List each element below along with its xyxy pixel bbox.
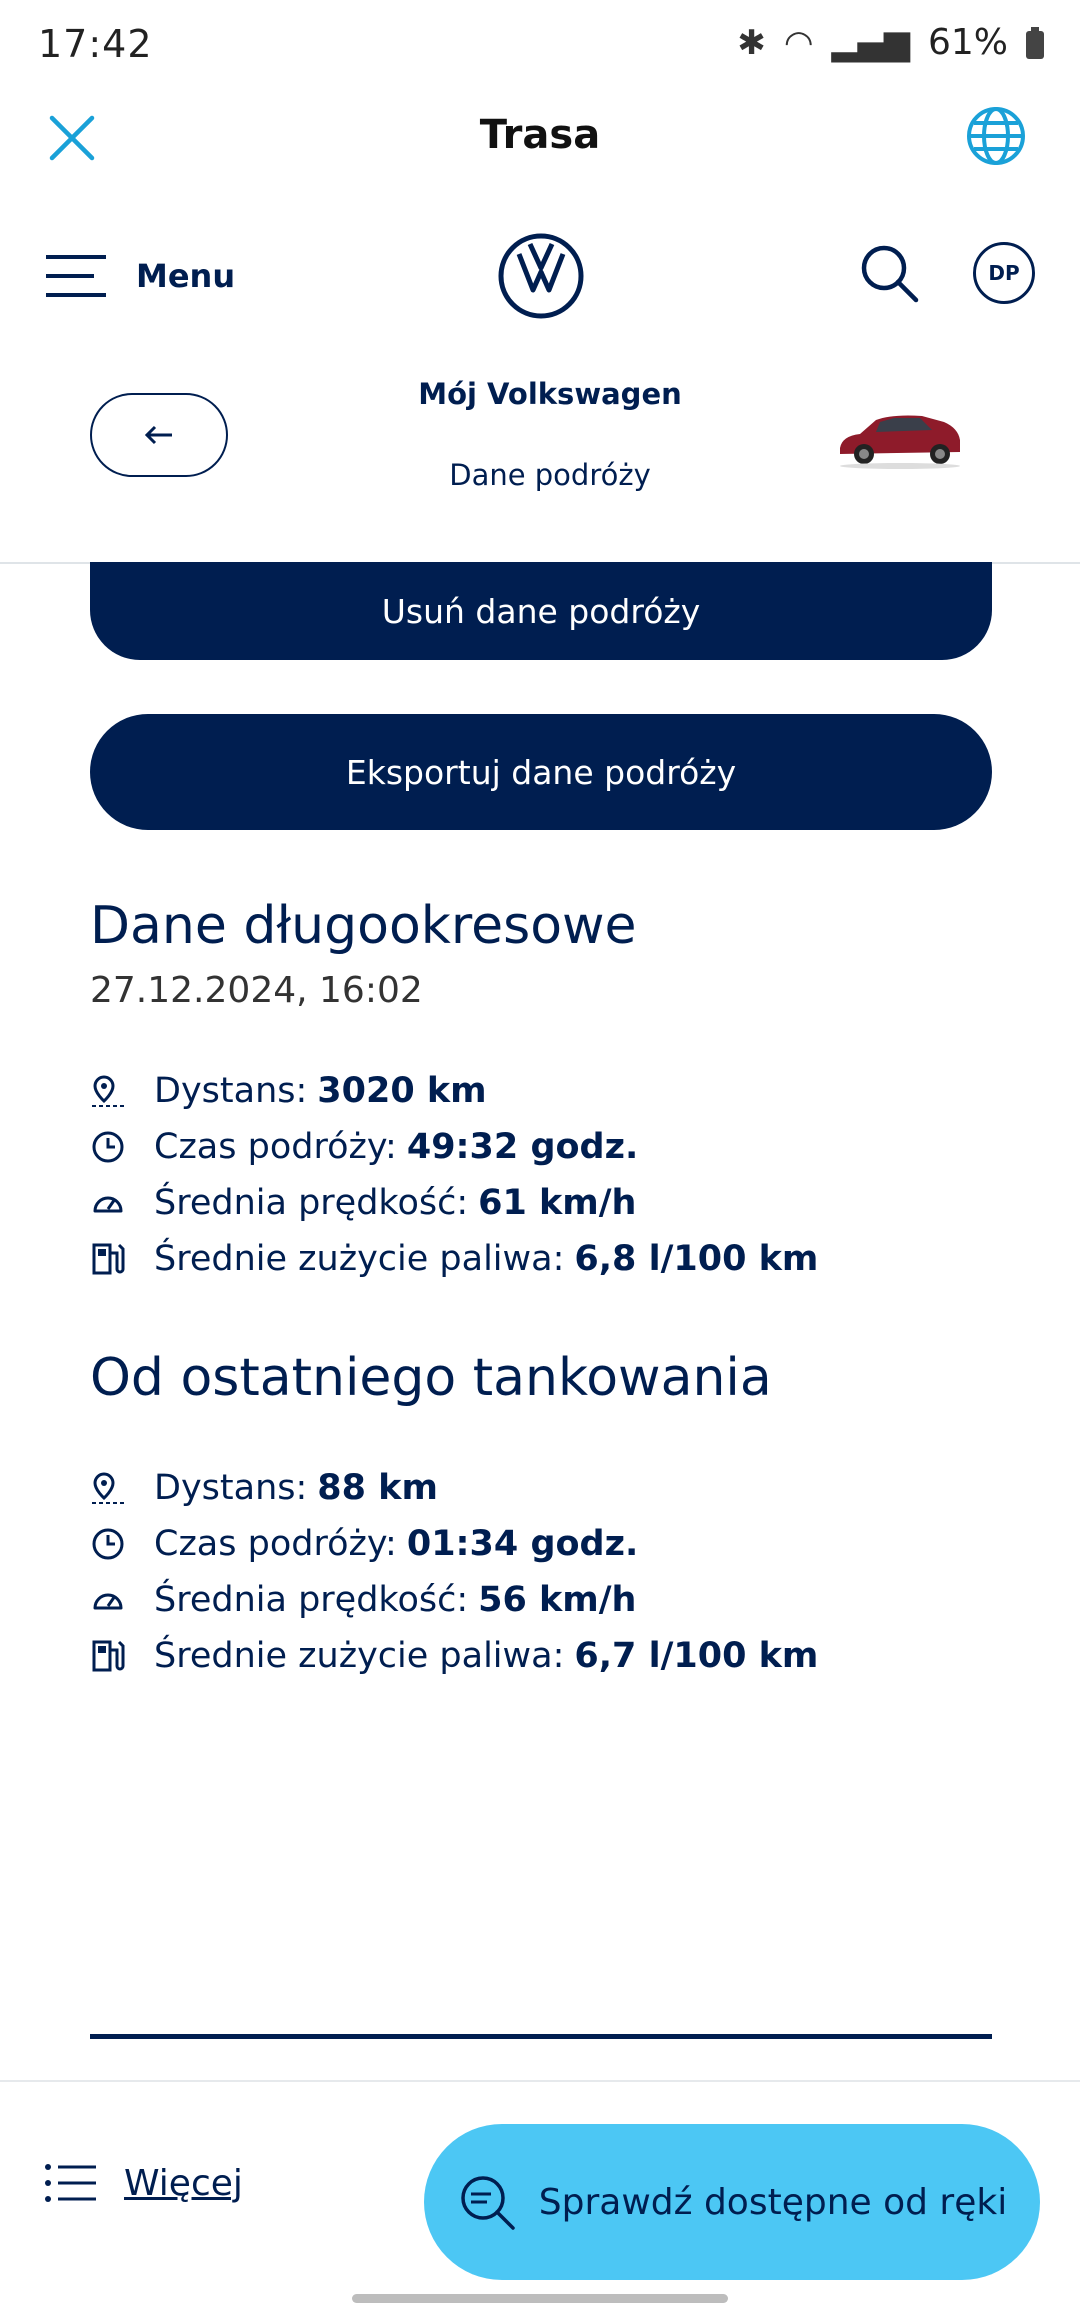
stat-value: 3020 km (317, 1071, 487, 1111)
globe-icon[interactable] (964, 104, 1028, 168)
more-link[interactable] (44, 2150, 243, 2216)
speedometer-icon (90, 1185, 126, 1221)
menu-button[interactable] (44, 248, 235, 304)
car-image (832, 408, 967, 470)
location-pin-icon (90, 1073, 126, 1109)
since-refuel-title: Od ostatniego tankowania (90, 1348, 772, 1408)
menu-label: Menu (136, 257, 236, 295)
stat-label: Średnia prędkość: (154, 1183, 469, 1223)
stat-value: 88 km (317, 1468, 438, 1508)
page-title: Trasa (479, 112, 601, 158)
avatar[interactable]: DP (973, 242, 1035, 304)
check-available-label: Sprawdź dostępne od ręki (538, 2181, 1008, 2223)
subheader-title: Mój Volkswagen (418, 377, 682, 411)
list-icon (44, 2163, 98, 2203)
stat-value: 49:32 godz. (406, 1127, 639, 1167)
stat-label: Czas podróży: (154, 1127, 397, 1167)
long-term-avg-speed (90, 1175, 636, 1231)
check-available-button[interactable] (424, 2124, 1040, 2280)
stat-label: Czas podróży: (154, 1524, 397, 1564)
long-term-title: Dane długookresowe (90, 896, 637, 956)
long-term-date: 27.12.2024, 16:02 (90, 970, 423, 1011)
wifi-icon: ◠ (783, 22, 814, 63)
search-icon[interactable] (858, 242, 920, 304)
refuel-avg-fuel (90, 1628, 818, 1684)
stat-label: Średnia prędkość: (154, 1580, 469, 1620)
stat-value: 61 km/h (478, 1183, 637, 1223)
footer-divider (0, 2080, 1080, 2082)
speedometer-icon (90, 1582, 126, 1618)
signal-icon: ▂▄▆ (831, 22, 910, 63)
content-divider (90, 2034, 992, 2039)
car-search-icon (457, 2172, 517, 2232)
fuel-pump-icon (90, 1638, 126, 1674)
stat-label: Średnie zużycie paliwa: (154, 1239, 565, 1279)
stat-value: 6,7 l/100 km (574, 1636, 819, 1676)
refuel-avg-speed (90, 1572, 636, 1628)
vw-logo-icon[interactable] (497, 232, 585, 320)
arrow-left-icon (144, 425, 174, 445)
delete-trip-data-button[interactable]: Usuń dane podróży (90, 562, 992, 660)
more-label: Więcej (124, 2162, 243, 2204)
subheader-subtitle: Dane podróży (449, 458, 651, 492)
stat-label: Dystans: (154, 1071, 308, 1111)
long-term-distance (90, 1063, 487, 1119)
stat-value: 56 km/h (478, 1580, 637, 1620)
refuel-distance (90, 1460, 438, 1516)
clock-icon (90, 1526, 126, 1562)
refuel-travel-time (90, 1516, 638, 1572)
stat-value: 01:34 godz. (406, 1524, 639, 1564)
fuel-pump-icon (90, 1241, 126, 1277)
home-indicator[interactable] (352, 2294, 728, 2303)
stat-value: 6,8 l/100 km (574, 1239, 819, 1279)
stat-label: Dystans: (154, 1468, 308, 1508)
export-trip-data-button[interactable]: Eksportuj dane podróży (90, 714, 992, 830)
location-pin-icon (90, 1470, 126, 1506)
stat-label: Średnie zużycie paliwa: (154, 1636, 565, 1676)
battery-percent: 61% (927, 22, 1008, 63)
battery-icon (1026, 27, 1044, 59)
bluetooth-icon: ✱ (737, 22, 766, 63)
clock-icon (90, 1129, 126, 1165)
long-term-avg-fuel (90, 1231, 818, 1287)
status-icons (737, 22, 1044, 63)
long-term-travel-time (90, 1119, 638, 1175)
status-time: 17:42 (38, 22, 153, 66)
hamburger-icon (44, 253, 108, 299)
